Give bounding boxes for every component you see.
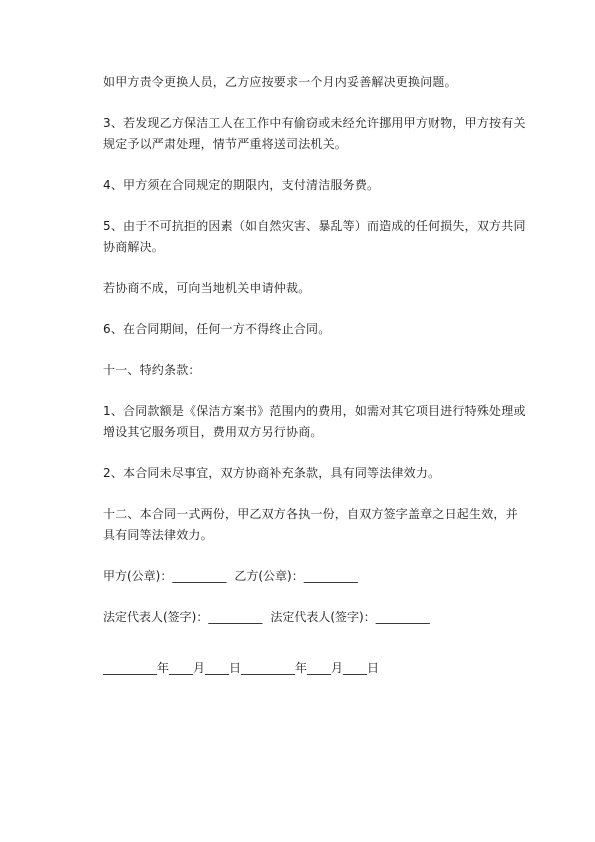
party-b-seal-field: 乙方(公章)：_________ [234,569,358,583]
date-line [103,658,528,679]
paragraph-arbitration: 若协商不成，可向当地机关申请仲裁。 [103,281,311,295]
party-a-representative-field: 法定代表人(签字)：_________ [103,610,263,624]
section-heading-special-terms: 十一、特约条款： [103,363,201,377]
seal-line [103,566,528,587]
paragraph-clause-4: 4、甲方须在合同规定的期限内，支付清洁服务费。 [103,178,380,192]
paragraph-clause-6: 6、在合同期间，任何一方不得终止合同。 [103,322,331,336]
party-a-seal-field: 甲方(公章)：_________ [103,569,227,583]
paragraph-clause-3: 3、若发现乙方保洁工人在工作中有偷窃或未经允许挪用甲方财物，甲方按有关规定予以严肃处理，情节严重将送司法机关。 [103,116,526,151]
party-a-date-field: _________年____月____日 [103,661,242,675]
document-body [103,72,528,679]
party-b-date-field: _________年____月____日 [241,661,380,675]
representative-line [103,607,528,628]
paragraph-clause-5: 5、由于不可抗拒的因素（如自然灾害、暴乱等）而造成的任何损失，双方共同协商解决。 [103,219,526,254]
paragraph-replace-staff: 如甲方责令更换人员，乙方应按要求一个月内妥善解决更换问题。 [103,75,457,89]
party-b-representative-field: 法定代表人(签字)：_________ [270,610,430,624]
paragraph-special-clause-2: 2、本合同未尽事宜，双方协商补充条款，具有同等法律效力。 [103,466,441,480]
paragraph-clause-12: 十二、本合同一式两份，甲乙双方各执一份，自双方签字盖章之日起生效，并具有同等法律效力。 [103,507,518,542]
paragraph-special-clause-1: 1、合同款额是《保洁方案书》范围内的费用，如需对其它项目进行特殊处理或增设其它服务项目，费用双方另行协商。 [103,404,526,439]
